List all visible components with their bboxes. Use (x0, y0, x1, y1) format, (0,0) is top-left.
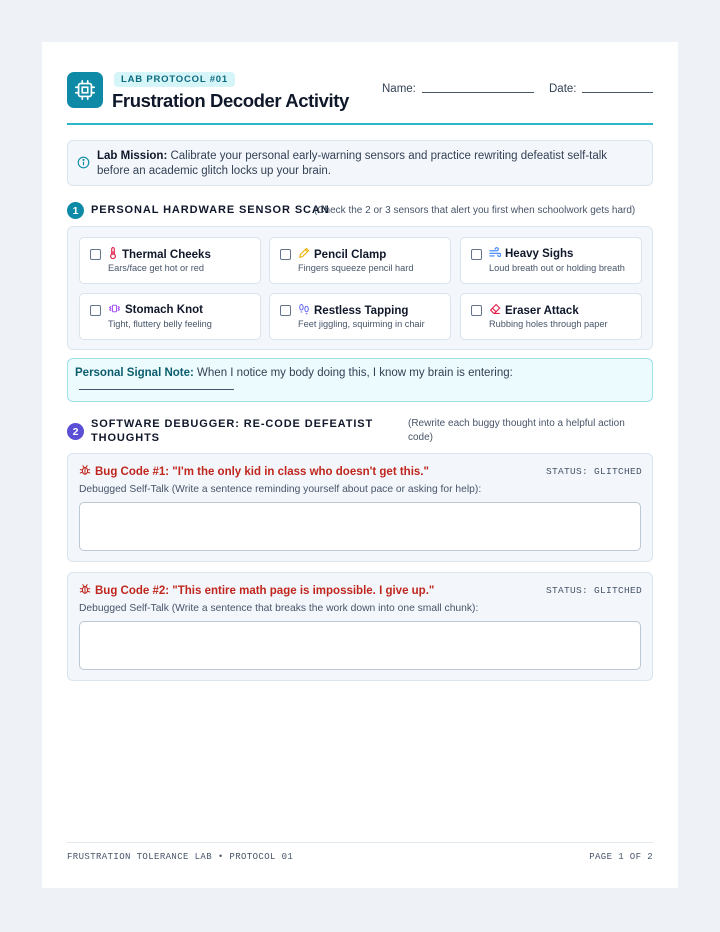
bug-title: Bug Code #2: "This entire math page is impossible. I give up." (95, 584, 435, 597)
date-label: Date: (549, 83, 577, 95)
sensor-title: Restless Tapping (314, 304, 409, 317)
sensor-title: Pencil Clamp (314, 248, 387, 261)
sensor-card-eraser-attack[interactable] (460, 293, 642, 340)
status-badge: STATUS: GLITCHED (545, 585, 642, 596)
chip-icon (67, 72, 103, 108)
mission-text (97, 149, 642, 179)
checkbox[interactable] (280, 305, 291, 316)
status-badge: STATUS: GLITCHED (545, 466, 642, 477)
pencil-icon (298, 247, 310, 262)
checkbox[interactable] (471, 249, 482, 260)
footprints-icon (298, 303, 310, 318)
signal-note-field[interactable] (79, 389, 234, 390)
sensor-desc: Tight, fluttery belly feeling (108, 319, 212, 329)
vibrate-icon (108, 303, 121, 317)
bug-icon (79, 464, 91, 479)
date-field[interactable] (582, 92, 653, 93)
checkbox[interactable] (471, 305, 482, 316)
sensor-card-thermal-cheeks[interactable] (79, 237, 261, 284)
wind-icon (489, 247, 501, 261)
footer-left: FRUSTRATION TOLERANCE LAB • PROTOCOL 01 (67, 852, 294, 862)
bug-prompt: Debugged Self-Talk (Write a sentence reminding yourself about pace or asking for help): (79, 484, 482, 495)
sensor-desc: Fingers squeeze pencil hard (298, 263, 414, 273)
section-2-title: SOFTWARE DEBUGGER: RE-CODE DEFEATIST THOUGHTS (91, 418, 374, 444)
sensor-card-pencil-clamp[interactable] (269, 237, 451, 284)
sensor-title: Stomach Knot (125, 304, 203, 316)
sensor-panel (67, 226, 653, 350)
thermometer-icon (108, 247, 118, 262)
sensor-card-stomach-knot[interactable] (79, 293, 261, 340)
section-1-title: PERSONAL HARDWARE SENSOR SCAN (91, 204, 330, 216)
checkbox[interactable] (90, 249, 101, 260)
sensor-title: Eraser Attack (505, 304, 579, 317)
bug-prompt: Debugged Self-Talk (Write a sentence that breaks the work down into one small chunk): (79, 603, 479, 614)
bug-icon (79, 583, 91, 598)
sensor-card-heavy-sighs[interactable] (460, 237, 642, 284)
mission-body: Calibrate your personal early-warning sensors and practice rewriting defeatist self-talk before an academic glitch locks up your brain. (97, 150, 608, 177)
sensor-desc: Loud breath out or holding breath (489, 263, 625, 273)
bug-title: Bug Code #1: "I'm the only kid in class who doesn't get this." (95, 465, 429, 478)
mission-label: Lab Mission: (97, 150, 168, 162)
page-number: PAGE 1 OF 2 (589, 852, 653, 862)
checkbox[interactable] (280, 249, 291, 260)
section-1-subtitle: (Check the 2 or 3 sensors that alert you first when schoolwork gets hard) (314, 205, 636, 216)
sensor-desc: Rubbing holes through paper (489, 319, 608, 329)
protocol-badge: LAB PROTOCOL #01 (114, 72, 235, 87)
debugged-self-talk-input-2[interactable] (79, 621, 641, 670)
signal-note-label: Personal Signal Note: (75, 367, 194, 379)
page-title: Frustration Decoder Activity (112, 90, 349, 111)
debugged-self-talk-input-1[interactable] (79, 502, 641, 551)
info-icon (77, 156, 90, 174)
bug-card-2 (67, 572, 653, 681)
eraser-icon (489, 303, 501, 318)
worksheet-page (42, 42, 678, 888)
bug-card-1 (67, 453, 653, 562)
section-2-subtitle: (Rewrite each buggy thought into a helpful action code) (408, 418, 625, 443)
section-1-number: 1 (67, 202, 84, 219)
name-label: Name: (382, 83, 416, 95)
mission-box (67, 140, 653, 186)
signal-note-box (67, 358, 653, 402)
signal-note-text (75, 367, 513, 379)
section-2-number: 2 (67, 423, 84, 440)
sensor-desc: Feet jiggling, squirming in chair (298, 319, 425, 329)
footer-divider (67, 842, 653, 843)
header-divider (67, 123, 653, 125)
name-field[interactable] (422, 92, 534, 93)
sensor-title: Thermal Cheeks (122, 248, 211, 261)
sensor-title: Heavy Sighs (505, 248, 574, 260)
sensor-card-restless-tapping[interactable] (269, 293, 451, 340)
signal-note-body: When I notice my body doing this, I know my brain is entering: (193, 367, 513, 379)
checkbox[interactable] (90, 305, 101, 316)
sensor-desc: Ears/face get hot or red (108, 263, 205, 273)
